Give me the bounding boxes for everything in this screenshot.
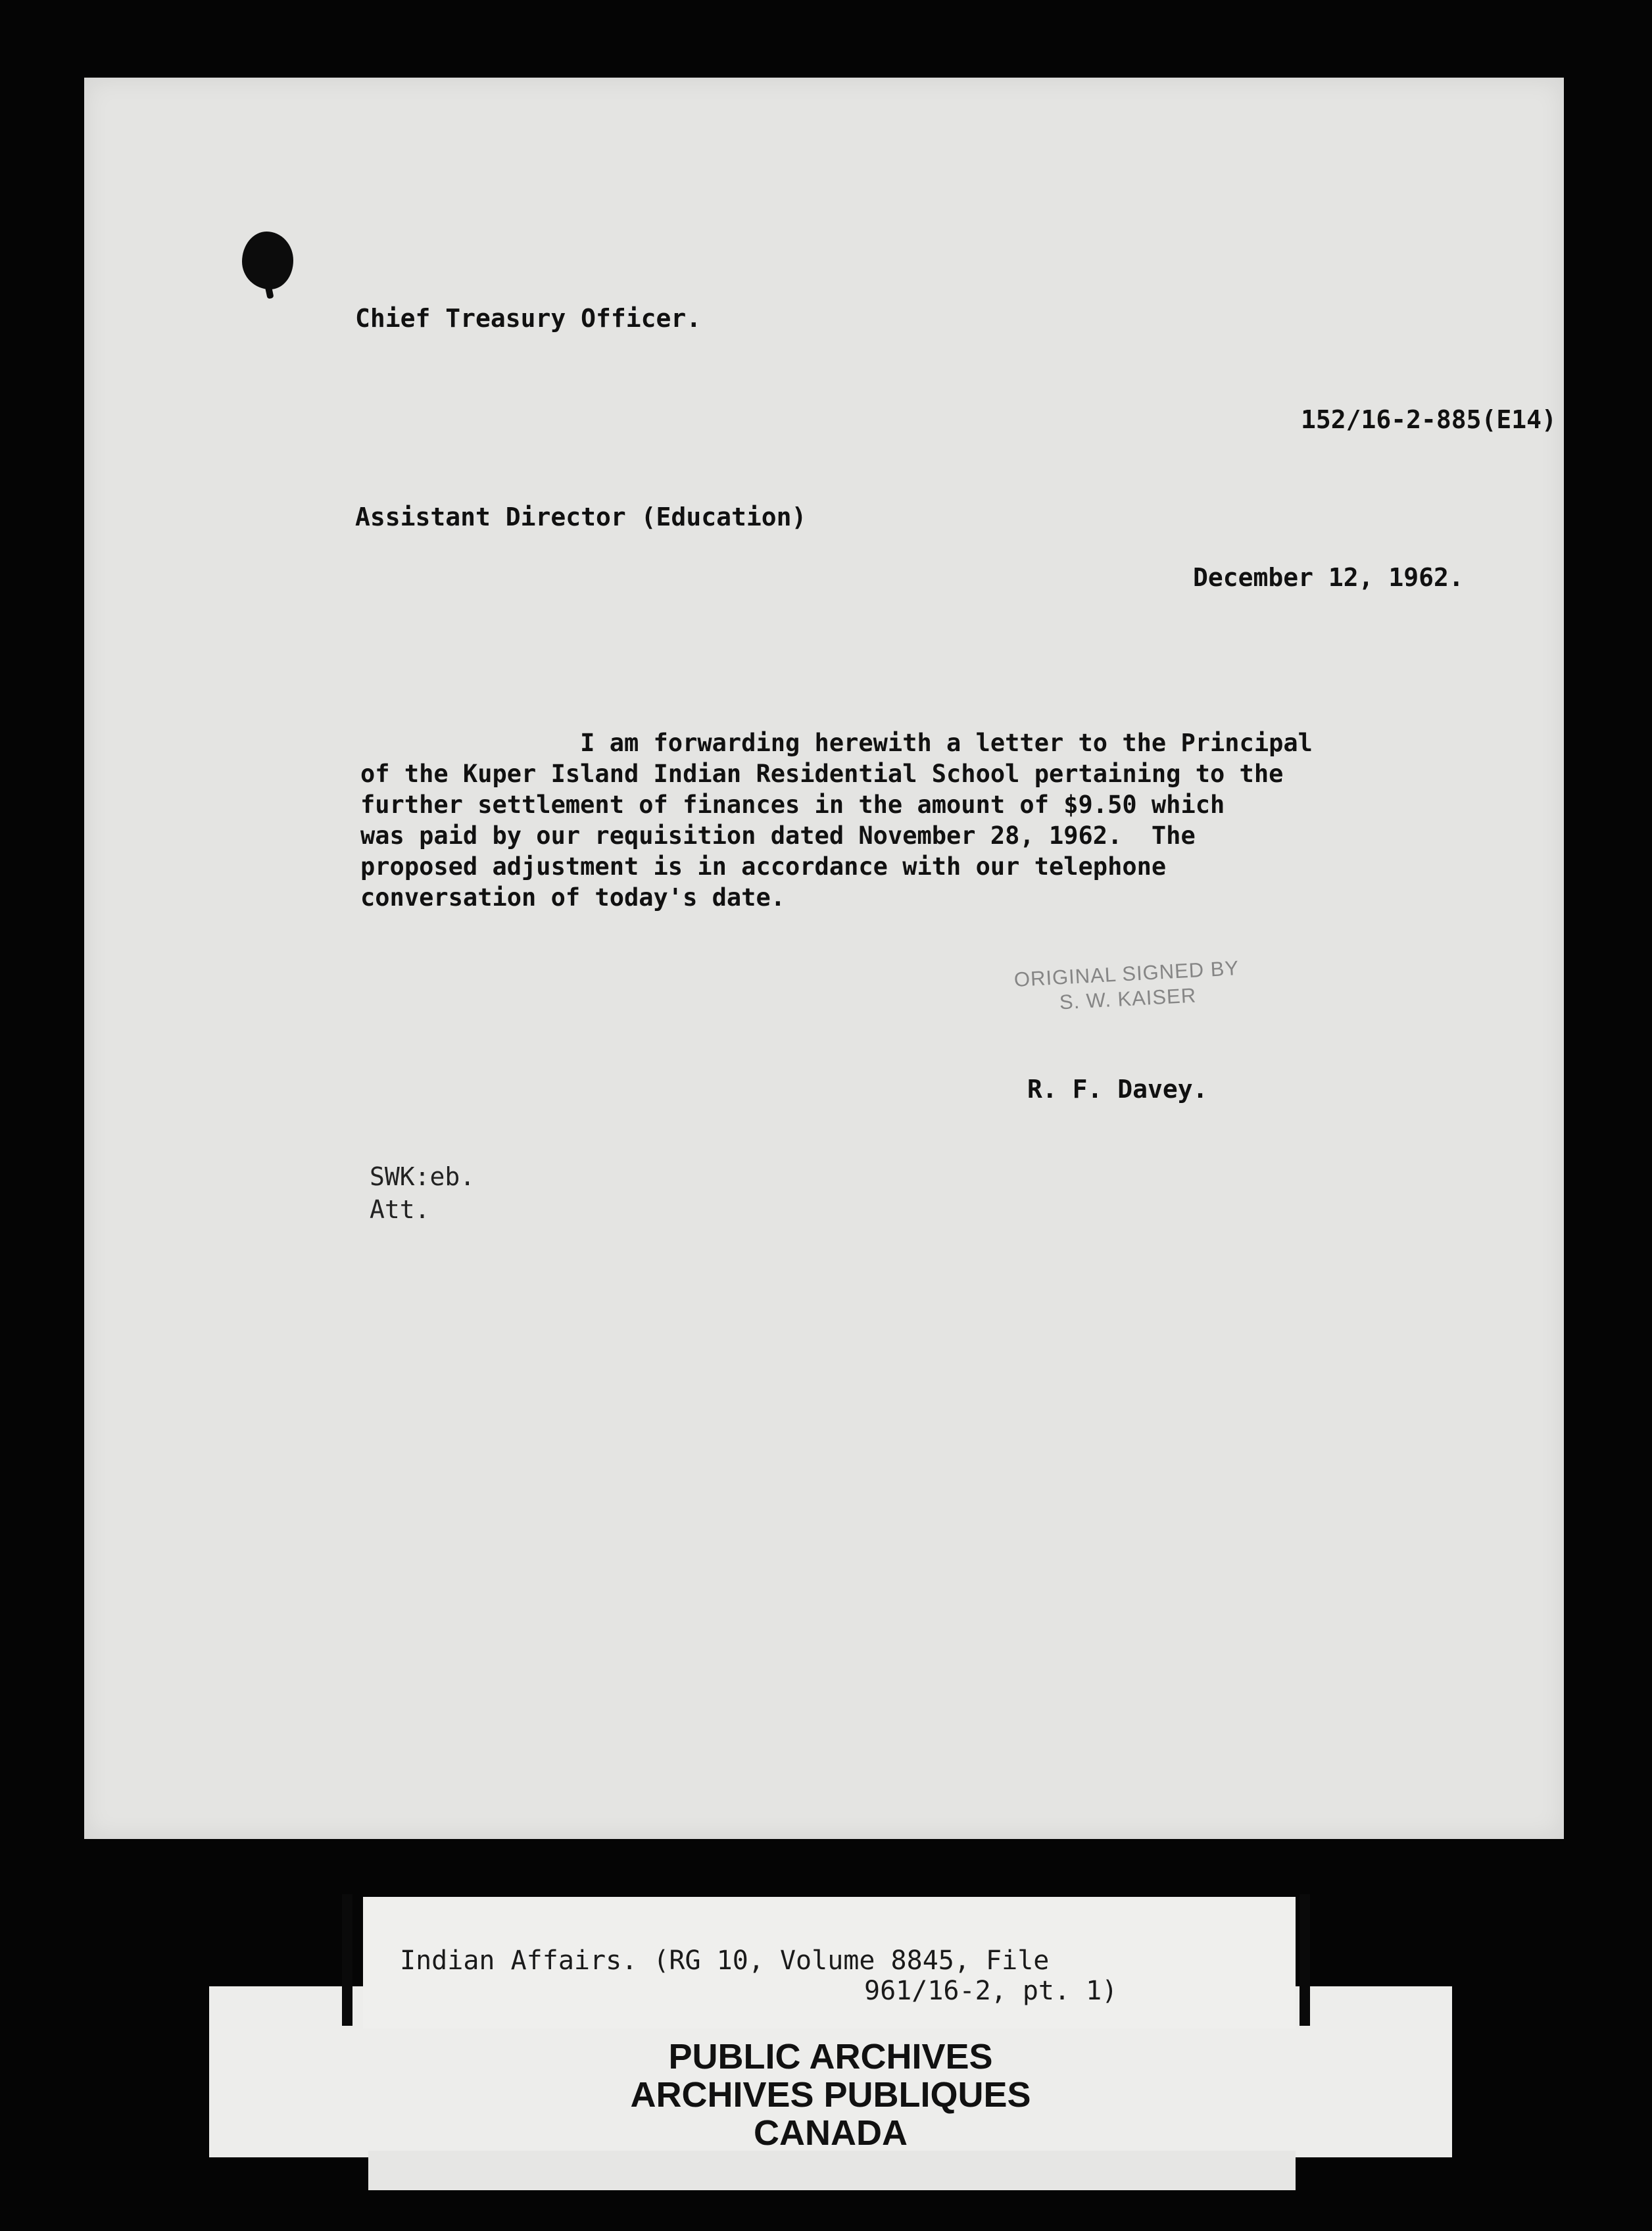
stamp-line-1: ORIGINAL SIGNED BY — [1013, 956, 1240, 991]
attachment-note: Att. — [370, 1195, 430, 1224]
body-line: of the Kuper Island Indian Residential School pertaining to the — [360, 760, 1284, 788]
signer-name: R. F. Davey. — [1027, 1075, 1208, 1104]
recipient-line: Chief Treasury Officer. — [355, 304, 702, 333]
file-reference: 152/16-2-885(E14) — [1301, 405, 1557, 434]
archive-reference-line-2: 961/16-2, pt. 1) — [864, 1976, 1118, 2006]
archives-name — [209, 2038, 1452, 2152]
ink-blot — [242, 232, 293, 289]
archives-line-english: PUBLIC ARCHIVES — [668, 2037, 993, 2076]
stamp-line-2: S. W. KAISER — [1058, 983, 1197, 1014]
archives-line-french: ARCHIVES PUBLIQUES — [630, 2075, 1031, 2115]
typist-initials: SWK:eb. — [370, 1162, 475, 1191]
memo-page — [84, 78, 1564, 1839]
memo-body — [360, 727, 1313, 913]
sender-line: Assistant Director (Education) — [355, 503, 807, 531]
body-line: was paid by our requisition dated November 28, 1962. The — [360, 821, 1196, 850]
archive-label-strip — [368, 2151, 1296, 2190]
body-line: I am forwarding herewith a letter to the Principal — [360, 729, 1313, 757]
reference-initials — [370, 1160, 475, 1226]
archives-line-country: CANADA — [754, 2113, 908, 2153]
body-line: conversation of today's date. — [360, 883, 786, 912]
body-line: further settlement of finances in the amount of $9.50 which — [360, 791, 1225, 819]
body-line: proposed adjustment is in accordance with our telephone — [360, 852, 1167, 881]
memo-date: December 12, 1962. — [1193, 563, 1464, 592]
archive-reference-line-1: Indian Affairs. (RG 10, Volume 8845, File — [400, 1946, 1050, 1976]
